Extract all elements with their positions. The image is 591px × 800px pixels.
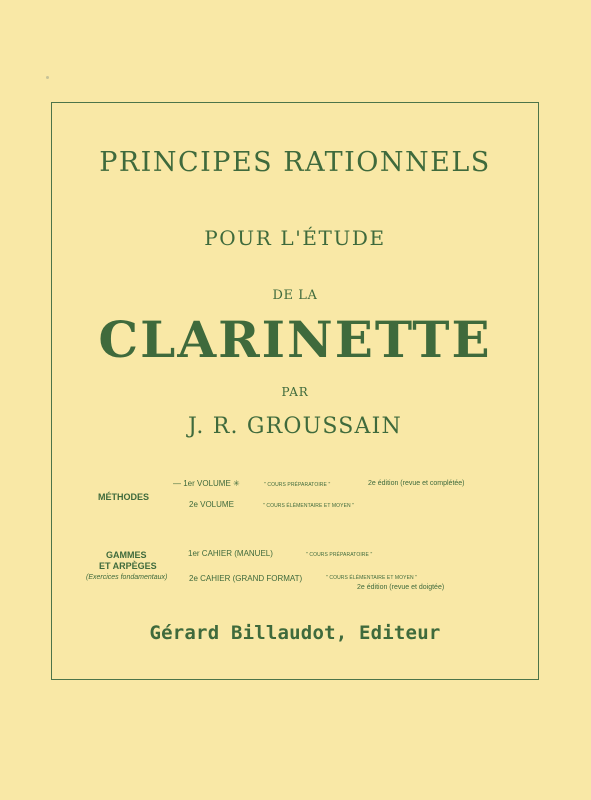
methodes-volume-2-course: " COURS ÉLÉMENTAIRE ET MOYEN " xyxy=(263,503,355,509)
title-line-1: PRINCIPES RATIONNELS xyxy=(99,147,491,178)
methodes-volume-2: 2e VOLUME xyxy=(189,500,234,509)
cahier-2-edition: 2e édition (revue et doigtée) xyxy=(357,584,445,591)
paper-speck xyxy=(46,76,49,79)
title-line-3: DE LA xyxy=(272,288,318,303)
cahier-2-course: " COURS ÉLÉMENTAIRE ET MOYEN " xyxy=(326,575,418,581)
methodes-volume-1: — 1er VOLUME ✳ xyxy=(173,479,240,488)
gammes-label-1: GAMMES xyxy=(106,550,147,560)
instrument-title: CLARINETTE xyxy=(98,310,492,369)
methodes-label: MÉTHODES xyxy=(98,492,150,502)
methodes-volume-1-course: " COURS PRÉPARATOIRE " xyxy=(264,482,331,488)
cahier-1-course: " COURS PRÉPARATOIRE " xyxy=(306,552,373,558)
title-line-2: POUR L'ÉTUDE xyxy=(204,226,386,250)
methodes-volume-1-edition: 2e édition (revue et complétée) xyxy=(368,480,465,487)
gammes-label-3: (Exercices fondamentaux) xyxy=(86,574,168,581)
by-label: PAR xyxy=(281,385,309,399)
cahier-2: 2e CAHIER (GRAND FORMAT) xyxy=(189,574,303,583)
gammes-label-2: ET ARPÈGES xyxy=(99,561,157,571)
cahier-1: 1er CAHIER (MANUEL) xyxy=(188,549,273,558)
author-name: J. R. GROUSSAIN xyxy=(188,414,402,439)
publisher-name: Gérard Billaudot, Editeur xyxy=(149,622,441,644)
